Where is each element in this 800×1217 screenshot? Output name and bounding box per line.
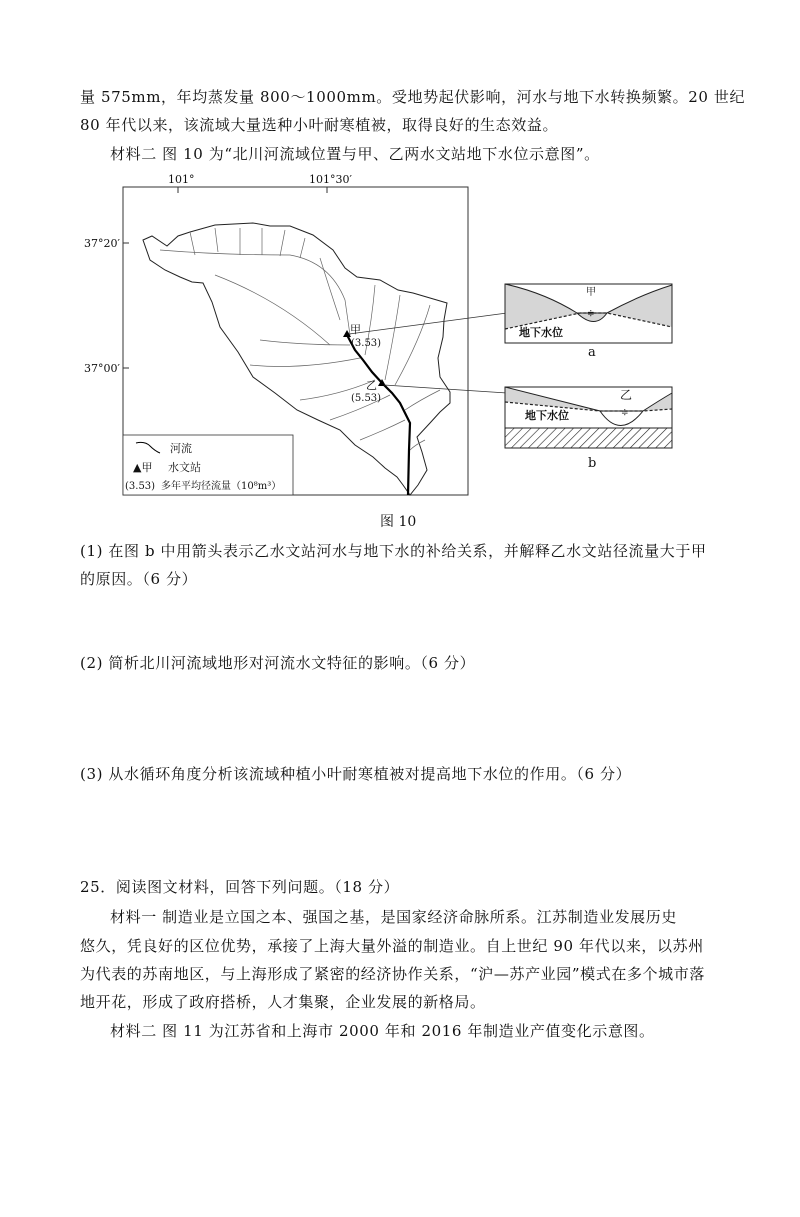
figure-caption: 图 10 — [380, 514, 417, 530]
diagram-a — [505, 284, 672, 360]
legend-station-symbol: ▲甲 — [133, 461, 153, 474]
material-one-line: 材料一 制造业是立国之本、强国之基，是国家经济命脉所系。江苏制造业发展历史 — [110, 908, 677, 926]
legend-flow-symbol: (3.53) — [125, 481, 156, 492]
question-1-cont: 的原因。（6 分） — [80, 570, 198, 588]
lat-tick: 37°00′ — [84, 362, 120, 375]
material-two-line: 材料二 图 11 为江苏省和上海市 2000 年和 2016 年制造业产值变化示意图。 — [110, 1022, 655, 1040]
station-jia-label: 甲 — [350, 323, 361, 336]
material-two-heading: 材料二 图 10 为“北川河流域位置与甲、乙两水文站地下水位示意图”。 — [110, 145, 600, 163]
station-yi-flow: (5.53) — [351, 393, 382, 404]
material-one-line: 地开花，形成了政府搭桥，人才集聚，企业发展的新格局。 — [80, 993, 486, 1011]
svg-text:≑: ≑ — [587, 309, 595, 319]
legend-station: 水文站 — [168, 461, 201, 474]
map-legend — [123, 435, 293, 495]
question-1: (1) 在图 b 中用箭头表示乙水文站河水与地下水的补给关系，并解释乙水文站径流量大于甲 — [80, 542, 707, 560]
question-2: (2) 简析北川河流域地形对河流水文特征的影响。（6 分） — [80, 654, 476, 672]
material-one-line: 为代表的苏南地区，与上海形成了紧密的经济协作关系，“沪—苏产业园”模式在多个城市落 — [80, 965, 705, 983]
diagram-b-label: b — [588, 456, 597, 471]
question-3: (3) 从水循环角度分析该流域种植小叶耐寒植被对提高地下水位的作用。（6 分） — [80, 765, 632, 783]
material-one-line: 悠久，凭良好的区位优势，承接了上海大量外溢的制造业。自上世纪 90 年代以来，以苏州 — [80, 937, 704, 955]
station-jia-flow: (3.53) — [351, 338, 382, 349]
lat-tick: 37°20′ — [84, 237, 120, 250]
diagram-a-station: 甲 — [586, 287, 596, 298]
figure-10 — [0, 0, 800, 520]
diagram-b-groundwater: 地下水位 — [525, 409, 569, 422]
lon-tick: 101°30′ — [309, 173, 352, 186]
intro-line: 量 575mm，年均蒸发量 800～1000mm。受地势起伏影响，河水与地下水转换频繁。20 世纪 — [80, 88, 746, 106]
diagram-a-groundwater: 地下水位 — [519, 326, 563, 339]
station-yi-label: 乙 — [366, 379, 377, 392]
lon-tick: 101° — [168, 173, 195, 186]
question-25-title: 25．阅读图文材料，回答下列问题。（18 分） — [80, 878, 400, 896]
tributaries — [160, 228, 440, 450]
legend-river: 河流 — [170, 442, 192, 455]
svg-text:≑: ≑ — [621, 408, 629, 418]
diagram-a-label: a — [588, 345, 596, 360]
diagram-b — [505, 387, 672, 471]
legend-flow: 多年平均径流量（10⁸m³） — [161, 481, 282, 492]
basin-map — [84, 173, 507, 495]
diagram-b-station: 乙 — [620, 388, 633, 402]
intro-line: 80 年代以来，该流域大量选种小叶耐寒植被，取得良好的生态效益。 — [80, 116, 559, 134]
